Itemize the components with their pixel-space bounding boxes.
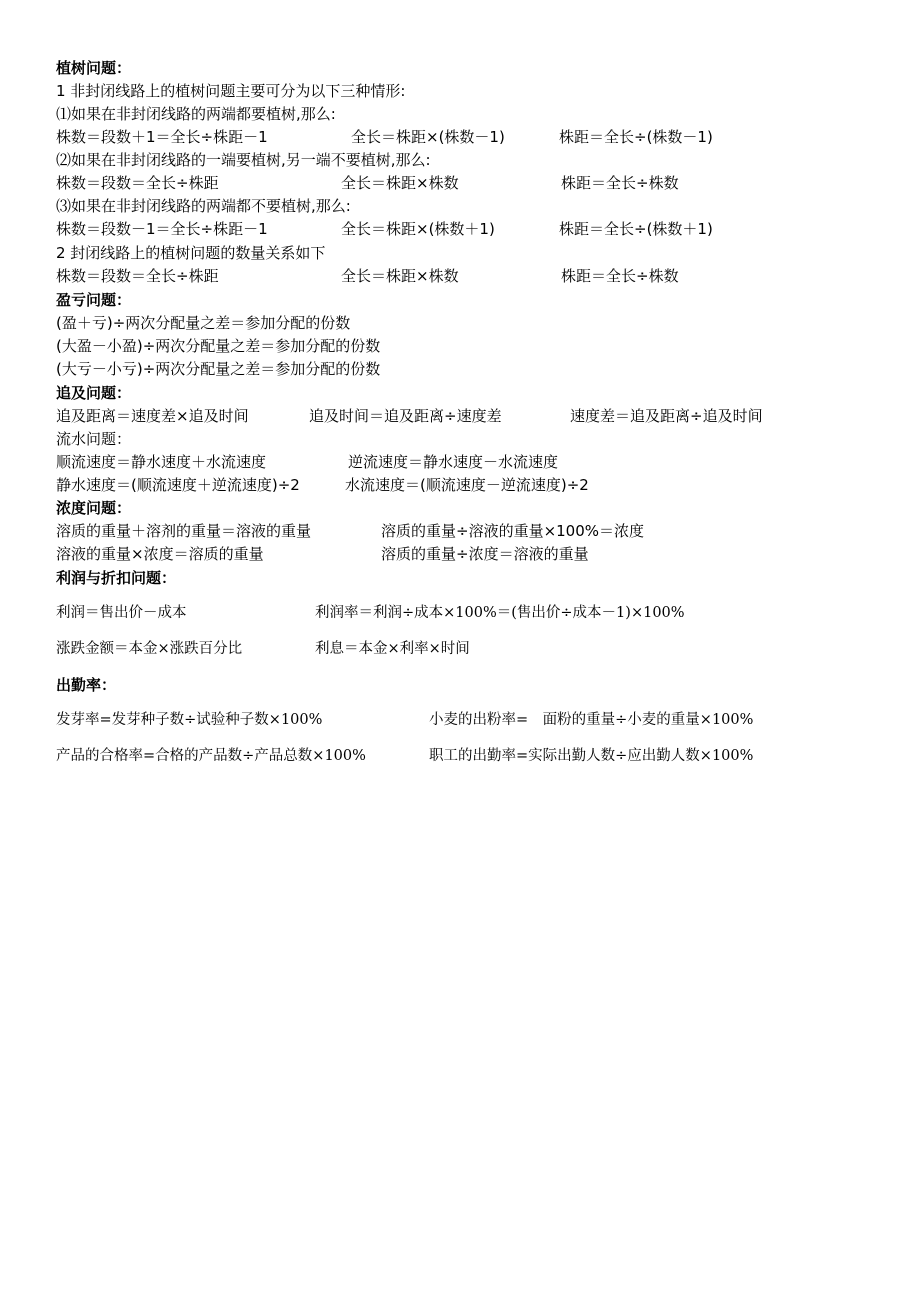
section-heading-profit: 利润与折扣问题： <box>56 569 177 587</box>
formula: 静水速度＝(顺流速度＋逆流速度)÷2 <box>56 476 300 494</box>
formula: 株数＝段数＝全长÷株距 <box>56 174 219 192</box>
formula: (大亏－小亏)÷两次分配量之差＝参加分配的份数 <box>56 360 381 378</box>
formula: 株数＝段数＋1＝全长÷株距－1 <box>56 128 268 146</box>
formula: 株距＝全长÷(株数＋1) <box>559 220 713 238</box>
formula: 利息＝本金×利率×时间 <box>315 641 470 657</box>
tree-case3-label: ⑶如果在非封闭线路的两端都不要植树,那么: <box>56 197 351 215</box>
section-heading-profit-loss: 盈亏问题： <box>56 291 132 309</box>
formula: 溶质的重量÷溶液的重量×100%＝浓度 <box>381 522 645 540</box>
formula: 追及时间＝追及距离÷速度差 <box>309 407 502 425</box>
formula: 顺流速度＝静水速度＋水流速度 <box>56 453 267 471</box>
formula: 小麦的出粉率= 面粉的重量÷小麦的重量×100% <box>429 712 754 728</box>
formula: 利润率＝利润÷成本×100%＝(售出价÷成本－1)×100% <box>315 605 685 621</box>
formula: 株数＝段数＝全长÷株距 <box>56 267 219 285</box>
formula: 全长＝株距×(株数＋1) <box>341 220 495 238</box>
formula: (大盈－小盈)÷两次分配量之差＝参加分配的份数 <box>56 337 381 355</box>
formula: 全长＝株距×(株数－1) <box>351 128 505 146</box>
formula: 株距＝全长÷株数 <box>561 267 679 285</box>
formula: 涨跌金额＝本金×涨跌百分比 <box>56 641 243 657</box>
formula: (盈＋亏)÷两次分配量之差＝参加分配的份数 <box>56 314 351 332</box>
formula: 追及距离＝速度差×追及时间 <box>56 407 249 425</box>
formula: 逆流速度＝静水速度－水流速度 <box>348 453 559 471</box>
tree-intro: 1 非封闭线路上的植树问题主要可分为以下三种情形: <box>56 82 406 100</box>
section-heading-concentration: 浓度问题： <box>56 499 132 517</box>
tree-case2-label: ⑵如果在非封闭线路的一端要植树,另一端不要植树,那么: <box>56 151 431 169</box>
formula: 速度差＝追及距离÷追及时间 <box>570 407 763 425</box>
section-heading-stream: 流水问题： <box>56 430 132 448</box>
section-heading-tree: 植树问题： <box>56 59 132 77</box>
formula: 株数＝段数－1＝全长÷株距－1 <box>56 220 268 238</box>
formula: 溶液的重量×浓度＝溶质的重量 <box>56 545 264 563</box>
tree-closed-label: 2 封闭线路上的植树问题的数量关系如下 <box>56 244 326 262</box>
formula: 溶质的重量÷浓度＝溶液的重量 <box>381 545 589 563</box>
formula: 全长＝株距×株数 <box>341 174 459 192</box>
formula: 株距＝全长÷(株数－1) <box>559 128 713 146</box>
formula: 利润＝售出价－成本 <box>56 605 187 621</box>
section-heading-attendance: 出勤率： <box>56 676 117 694</box>
formula: 株距＝全长÷株数 <box>561 174 679 192</box>
formula: 全长＝株距×株数 <box>341 267 459 285</box>
formula: 水流速度＝(顺流速度－逆流速度)÷2 <box>345 476 589 494</box>
tree-case1-label: ⑴如果在非封闭线路的两端都要植树,那么: <box>56 105 336 123</box>
formula: 发芽率=发芽种子数÷试验种子数×100% <box>56 712 323 728</box>
formula: 产品的合格率=合格的产品数÷产品总数×100% <box>56 748 366 764</box>
formula: 职工的出勤率=实际出勤人数÷应出勤人数×100% <box>429 748 754 764</box>
section-heading-chase: 追及问题： <box>56 384 132 402</box>
formula: 溶质的重量＋溶剂的重量＝溶液的重量 <box>56 522 312 540</box>
